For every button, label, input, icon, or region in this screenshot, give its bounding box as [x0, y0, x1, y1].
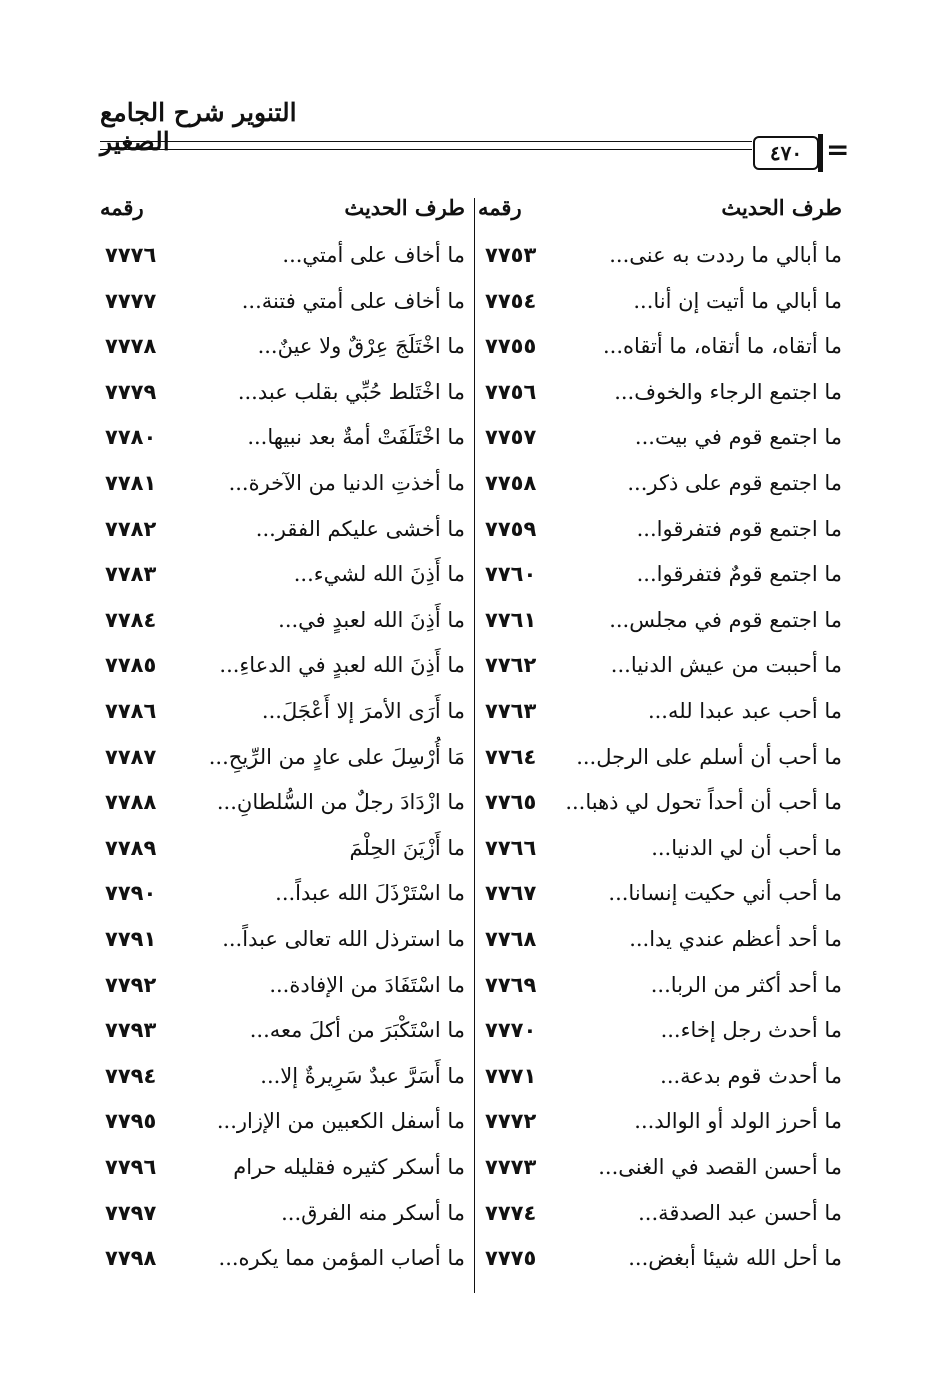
left-hadith-text: ما أخاف على أمتي فتنة...	[241, 288, 465, 313]
left-hadith-number: ٧٧٨٦	[105, 699, 157, 723]
right-hadith-number: ٧٧٧٠	[485, 1018, 537, 1043]
table-row	[0, 598, 947, 643]
right-hadith-text: ما أحسن عبد الصدقة...	[638, 1200, 842, 1225]
left-hadith-number: ٧٧٨١	[105, 471, 157, 495]
left-hadith-text: ما اخْتَلَفَتْ أمةٌ بعد نبيها...	[247, 425, 465, 450]
left-hadith-number: ٧٧٩٠	[105, 881, 157, 906]
left-hadith-number: ٧٧٨٢	[105, 516, 157, 541]
right-hadith-text: ما أحب أني حكيت إنسانا...	[608, 881, 842, 906]
left-hadith-number: ٧٧٩١	[105, 927, 157, 951]
right-hadith-number: ٧٧٦١	[485, 607, 537, 632]
right-hadith-number: ٧٧٦٨	[485, 927, 537, 951]
table-row	[0, 1099, 947, 1144]
table-row	[0, 324, 947, 369]
table-row	[0, 1191, 947, 1236]
left-num-header: رقمه	[100, 195, 144, 220]
left-hadith-number: ٧٧٩٤	[105, 1063, 157, 1088]
left-hadith-number: ٧٧٩٦	[105, 1155, 157, 1179]
right-hadith-text: ما أبالي ما رددت به عنى...	[609, 243, 842, 267]
right-hadith-number: ٧٧٥٩	[485, 516, 537, 541]
right-hadith-number: ٧٧٧٢	[485, 1109, 537, 1134]
right-hadith-text: ما أحب أن أسلم على الرجل...	[576, 744, 842, 769]
table-row	[0, 871, 947, 916]
table-row	[0, 780, 947, 825]
right-hadith-text: ما أتقاه، ما أتقاه، ما أتقاه...	[602, 334, 842, 359]
table-row	[0, 552, 947, 597]
left-hadith-text: ما أَذِنَ الله لعبدٍ في الدعاءِ...	[219, 653, 465, 678]
right-hadith-number: ٧٧٥٧	[485, 425, 537, 450]
page-marker: =	[826, 133, 850, 166]
right-hadith-number: ٧٧٦٦	[485, 835, 537, 860]
table-row	[0, 233, 947, 278]
table-row	[0, 826, 947, 871]
left-hadith-text: ما أسكر كثيره فقليله حرام	[233, 1155, 465, 1179]
right-hadith-text: ما أحل الله شيئا أبغض...	[628, 1246, 842, 1271]
right-hadith-number: ٧٧٦٧	[485, 881, 537, 906]
left-hadith-text: ما ازْدَادَ رجلٌ من السُّلطانِ...	[216, 790, 465, 815]
right-hadith-text: ما اجتمع قوم على ذكر...	[627, 471, 842, 495]
left-hadith-text: ما أسفل الكعبين من الإزار...	[216, 1109, 465, 1134]
left-hadith-text: مَا أُرْسِلَ على عادٍ من الرِّيحِ...	[208, 744, 465, 769]
table-row	[0, 370, 947, 415]
right-hadith-number: ٧٧٦٤	[485, 744, 537, 769]
left-hadith-number: ٧٧٨٣	[105, 562, 157, 587]
right-hadith-number: ٧٧٥٨	[485, 471, 537, 495]
badge-bar	[818, 134, 823, 172]
table-row	[0, 415, 947, 460]
left-hadith-text: ما أخذتِ الدنيا من الآخرة...	[228, 471, 465, 495]
right-hadith-text: ما أحد أكثر من الربا...	[650, 972, 842, 997]
table-row	[0, 963, 947, 1008]
right-hadith-number: ٧٧٦٩	[485, 972, 537, 997]
table-row	[0, 279, 947, 324]
left-hadith-number: ٧٧٨٩	[105, 835, 157, 860]
right-hadith-number: ٧٧٧١	[485, 1063, 537, 1088]
right-hadith-text: ما أحدث رجل إخاء...	[660, 1018, 842, 1043]
table-row	[0, 689, 947, 734]
right-text-header: طرف الحديث	[721, 195, 842, 220]
left-hadith-number: ٧٧٧٦	[105, 243, 157, 267]
right-hadith-text: ما أحد أعظم عندي يدا...	[629, 927, 842, 951]
right-hadith-number: ٧٧٥٣	[485, 243, 537, 267]
right-hadith-text: ما اجتمع قومٌ فتفرقوا...	[636, 562, 842, 587]
left-hadith-number: ٧٧٩٢	[105, 972, 157, 997]
left-hadith-text: ما اسْتَرْذَلَ الله عبداً...	[275, 881, 465, 906]
left-text-header: طرف الحديث	[344, 195, 465, 220]
right-hadith-text: ما أحسن القصد في الغنى...	[598, 1155, 842, 1179]
left-hadith-number: ٧٧٨٨	[105, 790, 157, 815]
table-row	[0, 1008, 947, 1053]
left-hadith-text: ما أَرَى الأمرَ إلا أَعْجَلَ...	[261, 699, 465, 723]
left-hadith-number: ٧٧٩٧	[105, 1200, 157, 1225]
book-title: التنوير شرح الجامع الصغير	[100, 98, 297, 156]
left-hadith-number: ٧٧٩٣	[105, 1018, 157, 1043]
right-hadith-text: ما أحببت من عيش الدنيا...	[610, 653, 842, 678]
header-rule-bottom	[100, 149, 752, 150]
left-hadith-number: ٧٧٧٩	[105, 379, 157, 404]
right-hadith-text: ما أحب عبد عبدا لله...	[647, 699, 842, 723]
right-hadith-number: ٧٧٧٣	[485, 1155, 537, 1179]
left-hadith-text: ما أصاب المؤمن مما يكره...	[218, 1246, 465, 1271]
table-row	[0, 507, 947, 552]
left-hadith-text: ما اخْتَلط حُبِّي بقلب عبد...	[237, 379, 465, 404]
right-hadith-text: ما أحب أن لي الدنيا...	[651, 835, 842, 860]
table-row	[0, 735, 947, 780]
right-hadith-text: ما أحب أن أحداً تحول لي ذهبا...	[565, 790, 842, 815]
left-hadith-number: ٧٧٨٤	[105, 607, 157, 632]
left-hadith-text: ما أَذِنَ الله لعبدٍ في...	[278, 607, 465, 632]
table-row	[0, 643, 947, 688]
table-row	[0, 1145, 947, 1190]
right-num-header: رقمه	[478, 195, 522, 220]
left-hadith-text: ما أخاف على أمتي...	[282, 243, 465, 267]
right-hadith-number: ٧٧٦٠	[485, 562, 537, 587]
left-hadith-number: ٧٧٩٥	[105, 1109, 157, 1134]
right-hadith-text: ما اجتمع قوم في مجلس...	[609, 607, 842, 632]
right-hadith-number: ٧٧٧٤	[485, 1200, 537, 1225]
left-hadith-text: ما أسكر منه الفرق...	[281, 1200, 465, 1225]
left-hadith-text: ما أَسَرَّ عبدٌ سَرِيرةٌ إلا...	[260, 1063, 465, 1088]
table-row	[0, 461, 947, 506]
left-hadith-number: ٧٧٧٧	[105, 288, 157, 313]
right-hadith-number: ٧٧٦٢	[485, 653, 537, 678]
page-number-badge: ٤٧٠	[753, 136, 819, 170]
right-hadith-text: ما اجتمع قوم في بيت...	[634, 425, 842, 450]
right-hadith-text: ما أحدث قوم بدعة...	[660, 1063, 842, 1088]
right-hadith-number: ٧٧٦٣	[485, 699, 537, 723]
right-hadith-number: ٧٧٦٥	[485, 790, 537, 815]
right-hadith-text: ما اجتمع الرجاء والخوف...	[614, 379, 842, 404]
right-hadith-text: ما اجتمع قوم فتفرقوا...	[636, 516, 842, 541]
left-hadith-text: ما اسْتَفَادَ من الإفادة...	[269, 972, 465, 997]
page-header	[0, 0, 947, 170]
table-row	[0, 1054, 947, 1099]
right-hadith-number: ٧٧٥٦	[485, 379, 537, 404]
left-hadith-text: ما اسْتَكْبَرَ من أكلَ معه...	[249, 1018, 465, 1043]
left-hadith-text: ما أَذِنَ الله لشيء...	[293, 562, 465, 587]
left-hadith-number: ٧٧٨٧	[105, 744, 157, 769]
right-hadith-number: ٧٧٥٥	[485, 334, 537, 359]
right-hadith-text: ما أبالي ما أتيت إن أنا...	[633, 288, 842, 313]
left-hadith-text: ما أَزْيَنَ الحِلْمَ	[349, 835, 465, 860]
right-hadith-number: ٧٧٧٥	[485, 1246, 537, 1271]
left-hadith-number: ٧٧٨٥	[105, 653, 157, 678]
table-row	[0, 1236, 947, 1281]
right-hadith-number: ٧٧٥٤	[485, 288, 537, 313]
right-hadith-text: ما أحرز الولد أو الوالد...	[634, 1109, 842, 1134]
left-hadith-number: ٧٧٨٠	[105, 425, 157, 450]
left-hadith-text: ما استرذل الله تعالى عبداً...	[222, 927, 465, 951]
left-hadith-number: ٧٧٧٨	[105, 334, 157, 359]
left-hadith-text: ما أخشى عليكم الفقر...	[255, 516, 465, 541]
left-hadith-text: ما اخْتَلَجَ عِرْقٌ ولا عينٌ...	[257, 334, 465, 359]
table-row	[0, 917, 947, 962]
header-rule-top	[100, 141, 752, 142]
left-hadith-number: ٧٧٩٨	[105, 1246, 157, 1271]
